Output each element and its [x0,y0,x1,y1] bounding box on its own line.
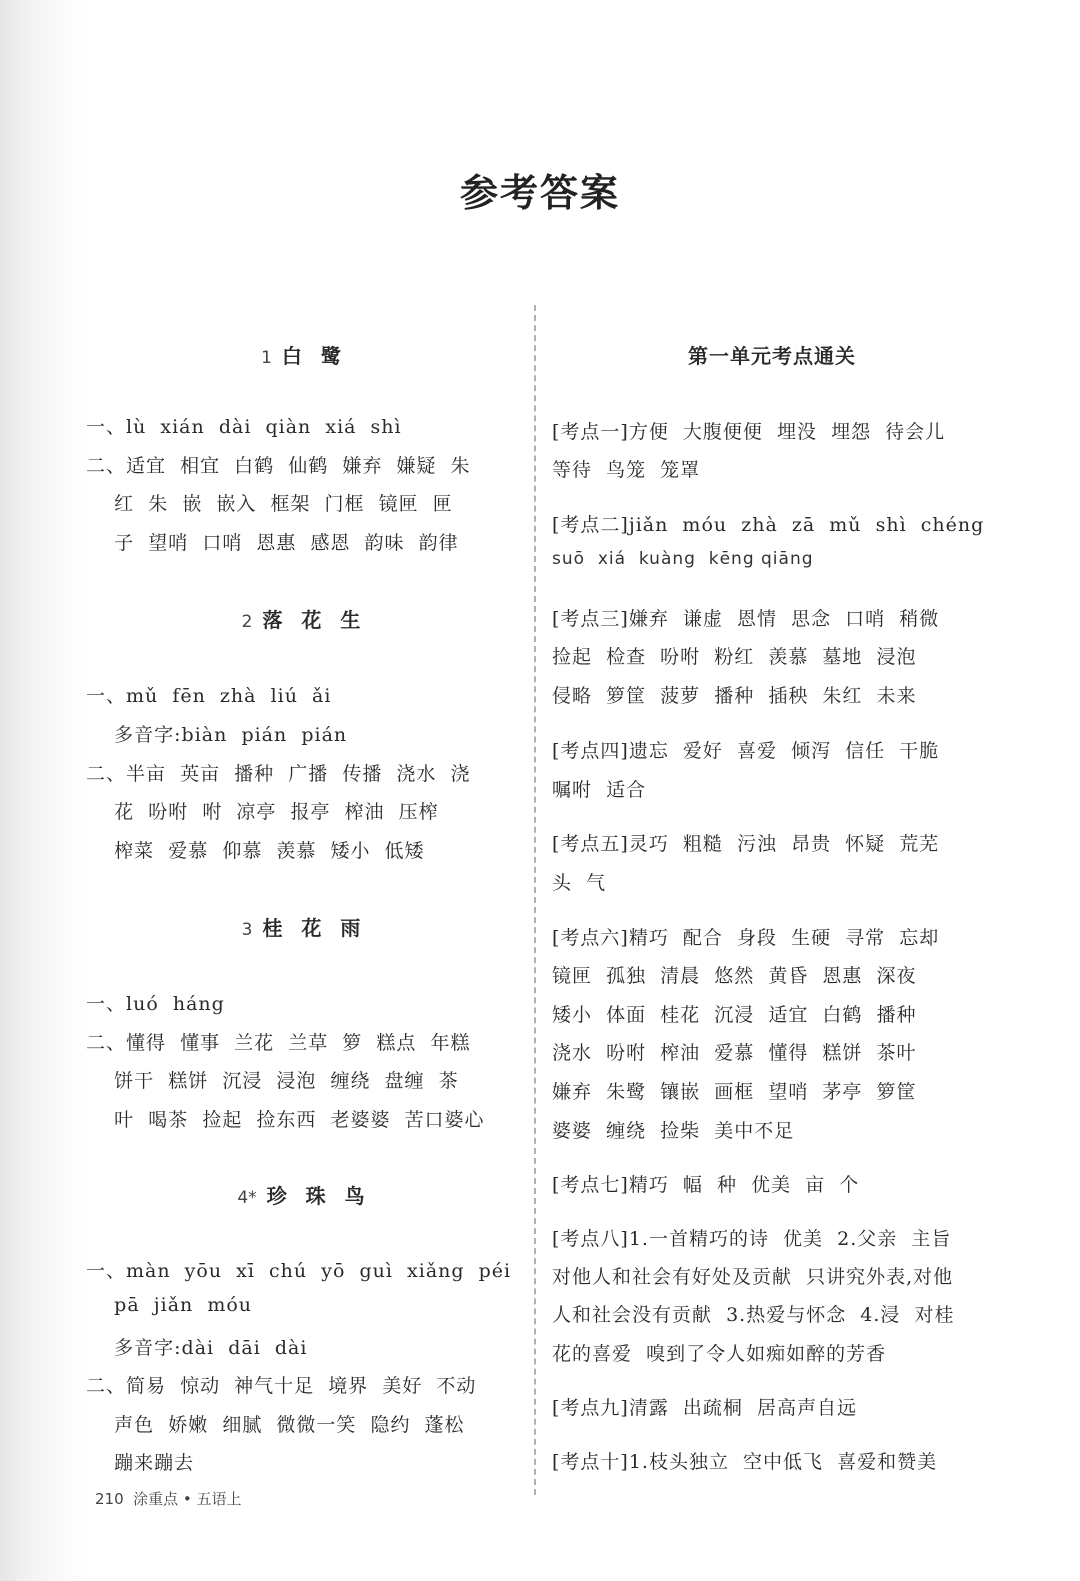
page-title: 参考答案 [459,170,620,215]
section-name: 珍 珠 鸟 [266,1184,371,1208]
kaodian-line: 浇水 吩咐 榨油 爱慕 懂得 糕饼 茶叶 [552,1042,917,1064]
kaodian-line: 头 气 [552,872,607,894]
answer-line: 叶 喝茶 捡起 捡东西 老婆婆 苦口婆心 [86,1109,485,1131]
section-number: 4* [237,1188,257,1208]
answer-line: 多音字:dài dāi dài [86,1337,308,1359]
kaodian-line: [考点十]1.枝头独立 空中低飞 喜爱和赞美 [552,1451,938,1473]
answer-line: 一、màn yōu xī chú yō guì xiǎng péi [86,1260,512,1282]
answer-line: 蹦来蹦去 [86,1452,195,1474]
answer-line: 榨菜 爱慕 仰慕 羡慕 矮小 低矮 [86,840,425,862]
kaodian-line: 嫌弃 朱鹭 镶嵌 画框 望哨 茅亭 箩筐 [552,1081,917,1103]
page-footer: 210 涂重点 • 五语上 [95,1490,242,1508]
answer-line: 红 朱 嵌 嵌入 框架 门框 镜匣 匣 [86,493,453,515]
answer-line: 一、lù xián dài qiàn xiá shì [86,416,402,438]
kaodian-line: [考点六]精巧 配合 身段 生硬 寻常 忘却 [552,927,940,949]
section-name: 落 花 生 [262,608,367,632]
kaodian-line: [考点五]灵巧 粗糙 污浊 昂贵 怀疑 荒芜 [552,833,940,855]
answer-line: 声色 娇嫩 细腻 微微一笑 隐约 蓬松 [86,1414,465,1436]
answer-line: 二、懂得 懂事 兰花 兰草 箩 糕点 年糕 [86,1032,471,1054]
kaodian-line: 花的喜爱 嗅到了令人如痴如醉的芳香 [552,1343,887,1365]
answer-line: 花 吩咐 咐 凉亭 报亭 榨油 压榨 [86,801,439,823]
answer-line: 一、mǔ fēn zhà liú ǎi [86,685,332,707]
kaodian-line: 嘱咐 适合 [552,779,647,801]
section-number: 3 [241,920,253,940]
answer-line: 二、适宜 相宜 白鹤 仙鹤 嫌弃 嫌疑 朱 [86,455,471,477]
kaodian-line: [考点八]1.一首精巧的诗 优美 2.父亲 主旨 [552,1228,952,1250]
page-edge-shadow [0,0,86,1581]
kaodian-line: 矮小 体面 桂花 沉浸 适宜 白鹤 播种 [552,1004,917,1026]
column-divider [534,305,536,1495]
kaodian-line: [考点四]遗忘 爱好 喜爱 倾泻 信任 干脆 [552,740,940,762]
kaodian-line: suō xiá kuàng kēng qiāng [552,549,814,569]
kaodian-line: 人和社会没有贡献 3.热爱与怀念 4.浸 对桂 [552,1304,955,1326]
unit-heading: 第一单元考点通关 [688,344,856,368]
kaodian-line: [考点三]嫌弃 谦虚 恩情 思念 口哨 稍微 [552,608,940,630]
section-title-1 [86,340,522,369]
kaodian-line: [考点二]jiǎn móu zhà zā mǔ shì chéng [552,514,985,536]
answer-line: 多音字:biàn pián pián [86,724,348,746]
kaodian-line: 对他人和社会有好处及贡献 只讲究外表,对他 [552,1266,954,1288]
kaodian-line: 等待 鸟笼 笼罩 [552,459,701,481]
kaodian-line: 镜匣 孤独 清晨 悠然 黄昏 恩惠 深夜 [552,965,917,987]
section-name: 桂 花 雨 [262,916,367,940]
kaodian-line: [考点七]精巧 幅 种 优美 亩 个 [552,1174,860,1196]
answer-line: 二、简易 惊动 神气十足 境界 美好 不动 [86,1375,477,1397]
section-title-4 [86,1180,522,1209]
kaodian-line: 侵略 箩筐 菠萝 播种 插秧 朱红 未来 [552,685,917,707]
kaodian-line: 捡起 检查 吩咐 粉红 羡慕 墓地 浸泡 [552,646,917,668]
section-name: 白 鹭 [281,344,347,368]
section-number: 2 [241,612,253,632]
answer-line: 饼干 糕饼 沉浸 浸泡 缠绕 盘缠 茶 [86,1070,459,1092]
answer-line: 二、半亩 英亩 播种 广播 传播 浇水 浇 [86,763,471,785]
section-title-2 [86,604,522,633]
kaodian-line: 婆婆 缠绕 捡柴 美中不足 [552,1120,795,1142]
kaodian-line: [考点九]清露 出疏桐 居高声自远 [552,1397,857,1419]
answer-line: pā jiǎn móu [86,1294,253,1316]
answer-line: 一、luó háng [86,993,225,1015]
kaodian-line: [考点一]方便 大腹便便 埋没 埋怨 待会儿 [552,421,946,443]
section-number: 1 [261,348,272,368]
section-title-3 [86,912,522,941]
answer-line: 子 望哨 口哨 恩惠 感恩 韵味 韵律 [86,532,459,554]
